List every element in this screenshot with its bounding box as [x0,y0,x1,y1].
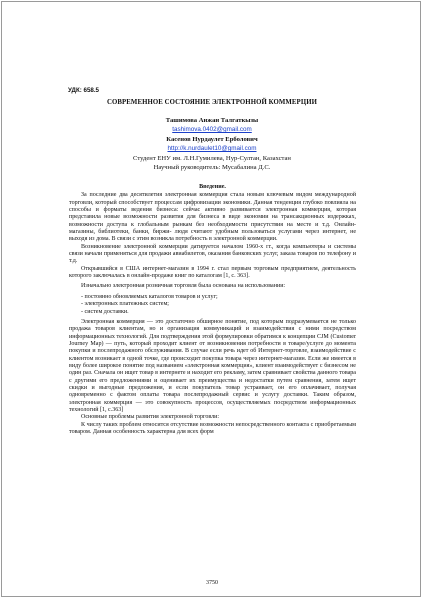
list-item: - электронных платежных систем; [81,301,169,308]
article-body [69,182,356,436]
author-block [0,116,424,172]
author-name: Касенов Нурдаулет Ерболович [166,135,258,143]
paragraph: Основные проблемы развития электронной торговли: [81,414,220,421]
list-item: - постоянно обновляемых каталогов товаров и услуг; [81,293,218,300]
supervisor: Научный руководитель: Мусабалина Д.С. [153,164,271,172]
author-email-link[interactable]: http://k.nurdaulet10@gmail.com [167,145,257,153]
author-name: Ташимова Анжан Талгаткызы [165,117,259,124]
paragraph: Изначально электронная розничная торговля была основана на использовании: [81,283,286,290]
udk-code: УДК: 658.5 [68,87,99,94]
paragraph: Электронная коммерция — это достаточно обширное понятие, под которым подразумевается не только продажа товаров клиентам, но и организация коммуникаций и взаимодействия с ними посредством информационных технологий. Для подтверждения этой формулировки обратимся к концепции CJM (Customer Journey Map) — путь, который проходит клиент от возникновения потребности в товаре/услуге до момента покупки и послепродажного обслуживания. В случае если речь идет об Интернет-торговле, взаимодействие с клиентом возникает в одной точке, где происходит покупка товара через интернет-магазин. Если же имеется в виду более широкое понятие под названием «электронная коммерция», клиент взаимодействует с бизнесом не один раз. Сначала он ищет товар в интернете и находит его рекламу, затем сравнивает свойства данного товара с другими его предложениями и оценивает их преимущества и недостатки путем сравнения, затем ищет скидки и выгодные предложения, и если покупатель товар устраивает, он его оплачивает, получая одновременно с фактом оплаты товара послепродажный сервис и услугу доставки. Таким образом, электронная коммерция — это совокупность процессов, осуществляемых посредством информационных технологий [1, с.363] [69,318,356,413]
section-heading: Введение. [199,184,226,190]
affiliation: Студент ЕНУ им. Л.Н.Гумилева, Нур-Султан, Казахстан [133,154,291,162]
paper-title: СОВРЕМЕННОЕ СОСТОЯНИЕ ЭЛЕКТРОННОЙ КОММЕРЦИИ [107,99,317,106]
paragraph: Возникновение электронной коммерции датируется началом 1960-х гг., когда компьютеры и системы связи начали применяться для продажи авиабилетов, оказания банковских услуг, заказа товаров по телефону и т.д. [69,243,356,265]
paragraph: Открывшийся в США интернет-магазин в 1994 г. стал первым торговым предприятием, деятельность которого заключалась в онлайн-продаже книг по каталогам [1, с. 363]. [69,265,356,280]
page-number: 3750 [206,580,218,586]
author-email-link[interactable]: tashimova.0402@gmail.com [172,126,252,134]
list-item: - систем доставки. [81,308,129,315]
paragraph: За последние два десятилетия электронная коммерция стала новым ключевым видом международной торговли, который способствует процессам цифровизации экономики. Данная тенденция глубоко повлияла на способы и форматы ведения бизнеса: сейчас активно развивается электронная коммерция, которая представила новые возможности развития для бизнеса в виде экономии на трансакционных издержках, возможности доступа к глобальным рынкам без необходимости присутствия на месте и т.д. Онлайн- магазины, библиотеки, банки, биржи- людя считают удобным пользоваться услугами через интернет, не выходя из дома. В связи с этим возникла потребность в электронной коммерции. [69,192,356,243]
paragraph: К числу таких проблем относится отсутствие возможности непосредственного контакта с приобретаемым товаром. Данная особенность характерна для всех форм [69,421,356,435]
